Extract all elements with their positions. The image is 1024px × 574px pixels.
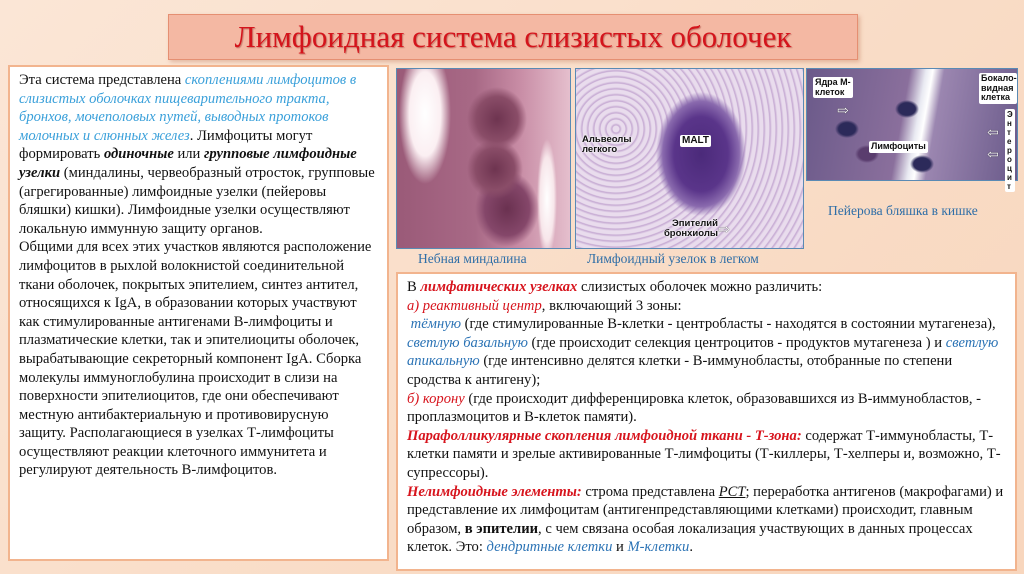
left-paragraph-1 bbox=[19, 71, 379, 238]
highlight-text: скоплениями лимфоцитов в слизистых оболочках пищеварительного тракта, бронхов, мочеполовых путей, выводных протоков молочных и слюнных желез bbox=[19, 72, 357, 144]
label-m-cell-nuclei: Ядра М-клеток bbox=[813, 77, 853, 98]
arrow-icon: ⇨ bbox=[718, 223, 730, 238]
text: содержат Т-иммунобласты, Т-клетки памяти и зрелые активированные Т-лимфоциты (Т-киллеры, Т-хелперы и, возможно, Т-супрессоры). bbox=[407, 427, 1001, 481]
reactive-center-line bbox=[407, 297, 1007, 316]
image-lung-nodule bbox=[575, 68, 804, 249]
arrow-icon: ⇦ bbox=[987, 126, 999, 141]
caption-peyer-patch: Пейерова бляшка в кишке bbox=[828, 203, 978, 218]
term-lymphatic-nodules: лимфатических узелках bbox=[420, 279, 578, 295]
caption-palatine-tonsil: Небная миндалина bbox=[418, 251, 527, 266]
zones-paragraph bbox=[407, 315, 1007, 389]
label-goblet-cell: Бокало-видная клетка bbox=[981, 73, 1017, 102]
term-m-cells: М-клетки bbox=[627, 539, 690, 556]
bold-term: групповые лимфоидные узелки bbox=[19, 146, 357, 181]
intro-line bbox=[407, 278, 1007, 297]
text: Эта система представлена bbox=[19, 72, 185, 88]
text: или bbox=[173, 146, 205, 163]
term-rct: РСТ bbox=[718, 483, 746, 500]
term-nonlymphoid: Нелимфоидные элементы: bbox=[407, 483, 582, 500]
term-t-zone: Парафолликулярные скопления лимфоидной ткани - Т-зона: bbox=[407, 427, 802, 444]
term-light-apical-zone: светлую апикальную bbox=[407, 334, 999, 370]
text: В bbox=[407, 279, 421, 295]
term-dark-zone: тёмную bbox=[410, 316, 461, 333]
text: (миндалины, червеобразный отросток, групповые (агрегированные) лимфоидные узелки (пейеровы бляшки) кишки). Лимфоидные узелки осуществляют локальную иммунную защиту органов. bbox=[19, 164, 375, 237]
label-lymphocytes: Лимфоциты bbox=[871, 141, 926, 151]
title-box bbox=[168, 14, 858, 60]
text: . bbox=[689, 539, 693, 556]
bold-term: одиночные bbox=[103, 146, 174, 163]
term-dendritic-cells: дендритные клетки bbox=[486, 539, 613, 556]
left-paragraph-2: Общими для всех этих участков являются расположение лимфоцитов в рыхлой волокнистой соединительной ткани оболочек, покрытых эпителием, синтез антител, относящихся к IgA, в образовании которых участвуют как стимулированные антигенами В-лимфоциты и плазматические клетки, так и эпителиоциты оболочек, вырабатывающие секреторный компонент IgA. Сборка молекулы иммуноглобулина происходит в слизи на поверхности эпителиоцитов, где они обеспечивают местную антибактериальную и противовирусную защиту. Располагающиеся в узелках Т-лимфоциты осуществляют реакции клеточного иммунитета и регулируют деятельность В-лимфоцитов. bbox=[19, 239, 372, 479]
label-bronchiole-epithelium: Эпителий бронхиолы bbox=[663, 218, 718, 239]
term-epithelium: в эпителии bbox=[464, 520, 539, 537]
corona-paragraph bbox=[407, 390, 1007, 427]
text: (где происходит селекция центроцитов - продуктов мутагенеза ) и bbox=[527, 334, 946, 351]
nonlymphoid-paragraph bbox=[407, 483, 1007, 557]
term-reactive-center: а) реактивный центр bbox=[407, 297, 542, 314]
slide-title: Лимфоидная система слизистых оболочек bbox=[234, 19, 792, 54]
term-light-basal-zone: светлую базальную bbox=[407, 334, 528, 351]
left-text-box bbox=[8, 65, 389, 561]
text: . Лимфоциты могут формировать bbox=[19, 127, 313, 163]
text: строма представлена bbox=[581, 483, 719, 500]
term-corona: б) корону bbox=[407, 390, 465, 407]
label-malt: MALT bbox=[682, 135, 710, 146]
arrow-icon: ⇦ bbox=[987, 148, 999, 163]
text: и bbox=[612, 539, 628, 556]
text: ; переработка антигенов (макрофагами) и представление их лимфоцитам (антигенпредставляющими клетками) происходит, главным образом, bbox=[407, 483, 1004, 537]
text: (где стимулированные В-клетки - центробласты - находятся в состоянии мутагенеза), bbox=[461, 316, 996, 333]
label-alveoli: Альвеолы легкого bbox=[582, 134, 632, 155]
image-palatine-tonsil bbox=[396, 68, 571, 249]
text: (где интенсивно делятся клетки - В-иммунобласты, отобранные по степени сродства к антигену); bbox=[407, 353, 953, 388]
t-zone-paragraph bbox=[407, 427, 1007, 483]
text: , с чем связана особая локализация участвующих в данных процессах клеток. Это: bbox=[407, 520, 973, 556]
image-peyer-patch bbox=[806, 68, 1018, 191]
arrow-icon: ⇨ bbox=[837, 104, 849, 119]
text: слизистых оболочек можно различить: bbox=[577, 279, 823, 295]
text: , включающий 3 зоны: bbox=[541, 297, 682, 314]
caption-lung-nodule: Лимфоидный узелок в легком bbox=[587, 251, 759, 266]
right-text-box bbox=[396, 272, 1017, 571]
label-enterocyte: Энтероцит bbox=[1005, 109, 1015, 192]
text: (где происходит дифференцировка клеток, образовавшихся из В-иммунобластов, - проплазмоцитов и В-клеток памяти). bbox=[407, 390, 982, 426]
